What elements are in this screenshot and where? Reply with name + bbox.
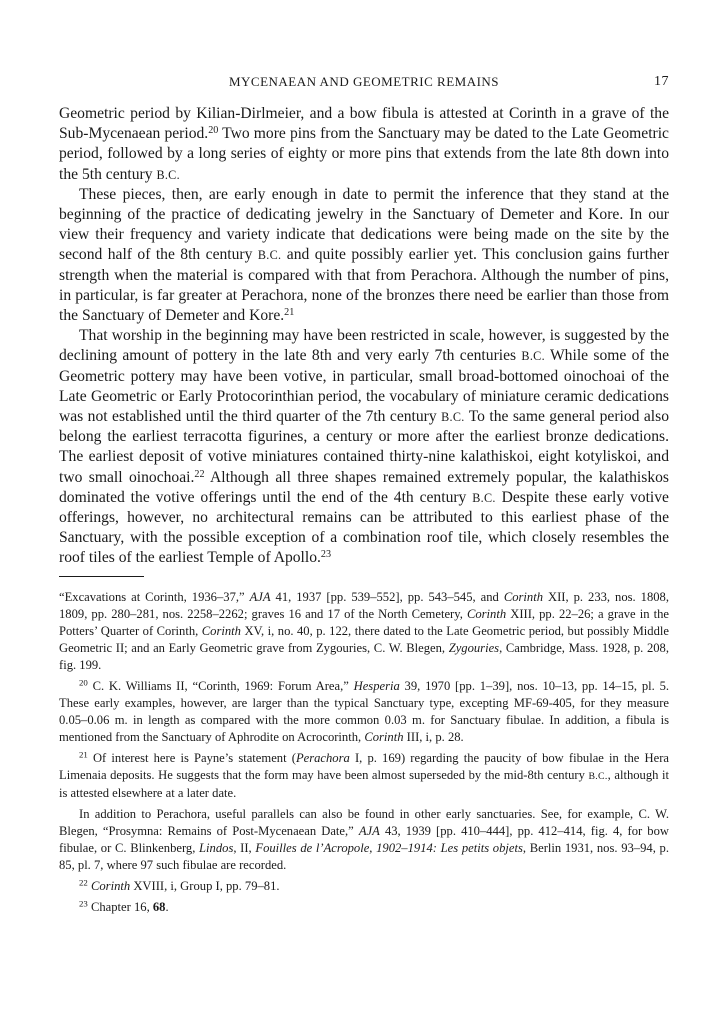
text-span: XIII, pp. 22–26; a grave in the Potters’ Quarter of Corinth, [59,606,669,638]
page-content [59,72,669,920]
text-span: That worship in the beginning may have been restricted in scale, however, is suggested by the declining amount of pottery in the late 8th and very early 7th centuries [59,327,669,365]
paragraph-2 [59,185,669,326]
text-span: I, p. 169) regarding the paucity of bow fibulae in the Hera Limenaia deposits. He suggests that the form may have been almost superseded by the mid-8th century [59,750,669,782]
text-span: XVIII, i, Group I, pp. 79–81. [130,878,280,893]
text-span: To the same general period also belong the earliest terracotta figurines, a century or more after the earliest bronze dedications. The earliest deposit of votive miniatures contained thirty-nine kalathiskoi, eight kotyliskoi, and two small oinochoai. [59,408,669,486]
journal-title: AJA [249,589,271,604]
book-title: Corinth [90,878,131,893]
footnotes [59,589,669,916]
footnote-23 [59,899,669,916]
text-span: III, i, p. 28. [403,729,464,744]
footnote-ref-21: 21 [284,306,295,318]
book-title: Perachora [295,750,350,765]
text-span: , Berlin 1931, nos. 93–94, p. 85, pl. 7, where 97 such fibulae are recorded. [59,840,669,872]
era-abbrev: B.C. [441,410,465,425]
text-span: In addition to Perachora, useful parallels can also be found in other early sanctuaries. See, for example, C. W. Blegen, “Prosymna: Remains of Post-Mycenaean Date,” [59,806,669,838]
running-head [59,72,669,94]
text-span: XV, i, no. 40, p. 122, there dated to the Late Geometric period, but possibly Middle Geometric II; and an Early Geometric grave from Zygouries, C. W. Blegen, [59,623,669,655]
book-title: Corinth [503,589,544,604]
text-span: 41, 1937 [pp. 539–552], pp. 543–545, and [270,589,504,604]
footnote-ref-23: 23 [320,549,332,561]
journal-title: Hesperia [353,678,400,693]
book-title: Fouilles de l’Acropole, 1902–1914: Les petits objets [255,840,523,855]
footnote-22 [59,878,669,895]
era-abbrev: B.C. [257,248,282,263]
footnote-number: 21 [79,749,88,760]
footnote-number: 23 [79,898,88,909]
journal-title: AJA [358,823,380,838]
book-title: Zygouries [448,640,500,655]
text-span: and quite possibly earlier yet. This conclusion gains further strength when the material is compared with that from Perachora. Although the number of pins, in particular, is far greater at Perachora, none of the bronzes there need be earlier than those from the Sanctuary of Demeter and Kore. [59,246,669,325]
text-span: Of interest here is Payne’s statement ( [87,750,296,765]
running-title: MYCENAEAN AND GEOMETRIC REMAINS [228,74,500,89]
era-abbrev: B.C. [156,167,180,182]
text-span: Chapter 16, [87,899,153,914]
text-span: . [165,899,169,914]
text-span: These pieces, then, are early enough in date to permit the inference that they stand at the beginning of the practice of dedicating jewelry in the Sanctuary of Demeter and Kore. In our view their frequency and variety indicate that dedications were being made on the site by the second half of the 8th century [59,185,669,264]
paragraph-3 [59,326,669,568]
text-span: Although all three shapes remained extremely popular, the kalathiskos dominated the votive offerings until the end of the 4th century [59,468,669,506]
text-span: , II, [233,840,256,855]
footnote-number: 20 [79,677,88,688]
text-span: , although it is attested elsewhere at a later date. [59,767,669,800]
text-span: 39, 1970 [pp. 1–39], nos. 10–13, pp. 14–15, pl. 5. These early examples, however, are larger than the typical Sanctuary type, excepting MF-69-405, for they measure 0.05–0.06 m. in length as compared with the more common 0.03 m. for Sanctuary fibulae. In addition, a fibula is mentioned from the Sanctuary of Aphrodite on Acrocorinth, [59,678,670,744]
footnote-continued [59,589,669,674]
text-span: Despite these early votive offerings, however, no architectural remains can be attributed to this earliest phase of the Sanctuary, with the possible exception of a combination roof tile, which closely resembles the roof tiles of the earliest Temple of Apollo. [59,488,669,567]
footnote-21 [59,750,669,802]
footnote-ref-20: 20 [208,125,219,137]
book-title: Corinth [466,606,507,621]
text-span: Two more pins from the Sanctuary may be dated to the Late Geometric period, followed by a long series of eighty or more pins that extends from the late 8th down into the 5th century [59,125,669,183]
text-span: , Cambridge, Mass. 1928, p. 208, fig. 199. [59,640,669,672]
era-abbrev: B.C. [472,490,496,505]
text-span: C. K. Williams II, “Corinth, 1969: Forum Area,” [87,678,354,693]
footnote-20 [59,678,669,746]
footnote-rule [59,576,144,577]
footnote-ref-22: 22 [194,468,205,480]
text-span: Geometric period by Kilian-Dirlmeier, and a bow fibula is attested at Corinth in a grave of the Sub-Mycenaean period. [59,105,669,143]
cross-reference-number: 68 [152,899,166,914]
text-span: “Excavations at Corinth, 1936–37,” [59,589,250,604]
body-text [59,104,669,569]
footnote-21-continued [59,806,669,874]
book-title: Corinth [364,729,404,744]
book-title: Corinth [201,623,241,638]
book-title: Lindos [199,840,234,855]
footnote-number: 22 [79,877,88,888]
era-abbrev: B.C. [588,770,608,782]
text-span: 43, 1939 [pp. 410–444], pp. 412–414, fig. 4, for bow fibulae, or C. Blinkenberg, [59,823,669,855]
era-abbrev: B.C. [521,349,545,364]
text-span: While some of the Geometric pottery may have been votive, in particular, small broad-bottomed oinochoai of the Late Geometric or Early Protocorinthian period, the vocabulary of miniature ceramic dedications was not established until the third quarter of the 7th century [59,347,670,426]
text-span: XII, p. 233, nos. 1808, 1809, pp. 280–281, nos. 2258–2262; graves 16 and 17 of the North Cemetery, [59,589,669,621]
paragraph-1 [59,104,669,185]
page-number: 17 [654,74,669,89]
